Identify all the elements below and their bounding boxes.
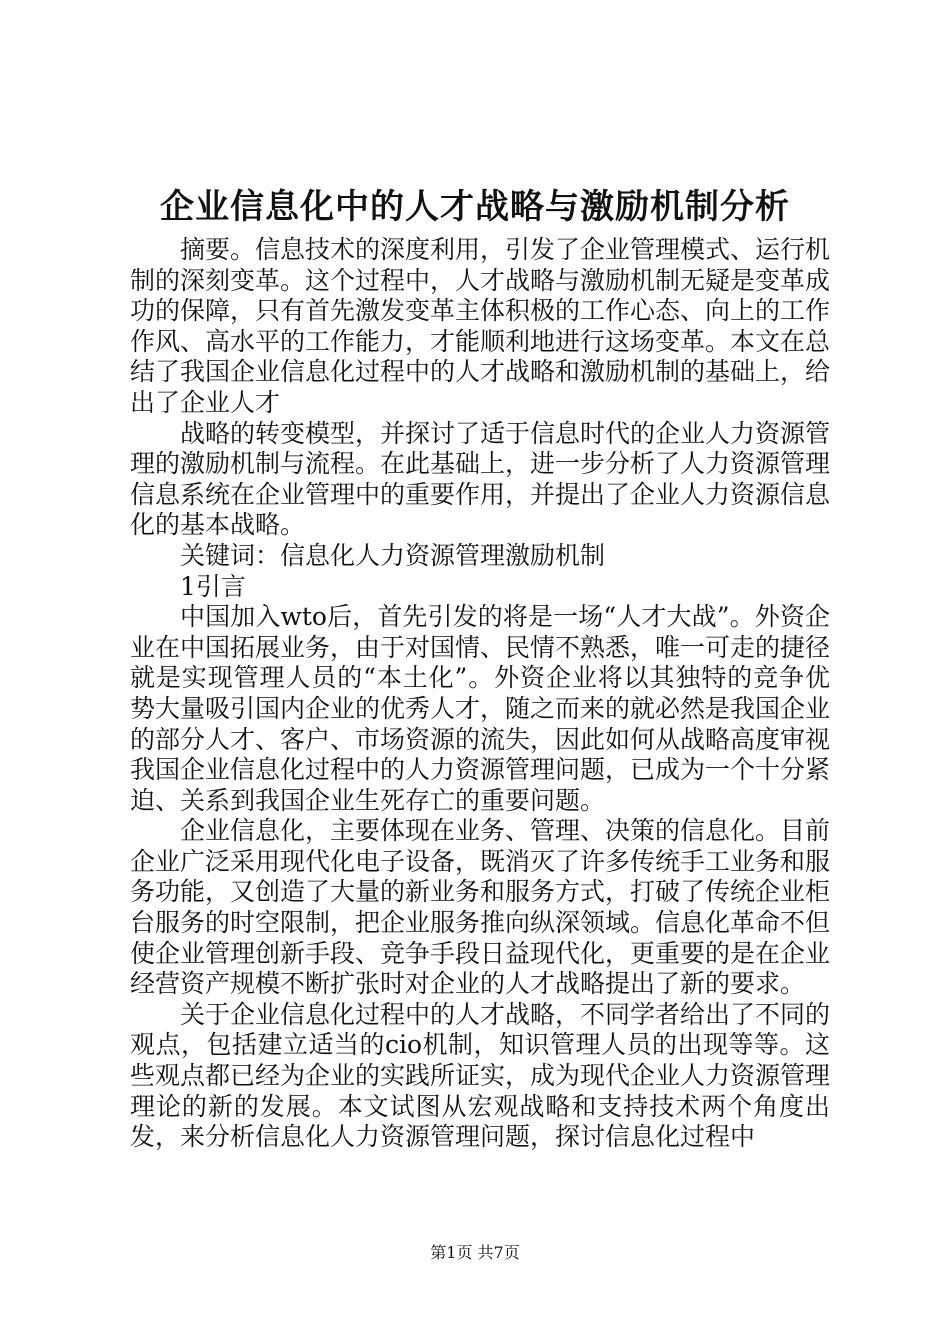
body-paragraph: 中国加入wto后，首先引发的将是一场“人才大战”。外资企业在中国拓展业务，由于对国情、民情不熟悉，唯一可走的捷径就是实现管理人员的“本土化”。外资企业将以其独特的竞争优势大量吸引国内企业的优秀人才，随之而来的就必然是我国企业的部分人才、客户、市场资源的流失，因此如何从战略高度审视我国企业信息化过程中的人力资源管理问题，已成为一个十分紧迫、关系到我国企业生死存亡的重要问题。 bbox=[130, 602, 831, 815]
abstract-continuation-paragraph: 战略的转变模型，并探讨了适于信息时代的企业人力资源管理的激励机制与流程。在此基础上，进一步分析了人力资源管理信息系统在企业管理中的重要作用，并提出了企业人力资源信息化的基本战略。 bbox=[130, 418, 831, 540]
body-paragraph: 关于企业信息化过程中的人才战略，不同学者给出了不同的观点，包括建立适当的cio机制，知识管理人员的出现等等。这些观点都已经为企业的实践所证实，成为现代企业人力资源管理理论的新的发展。本文试图从宏观战略和支持技术两个角度出发，来分析信息化人力资源管理问题，探讨信息化过程中 bbox=[130, 999, 831, 1152]
section-heading-introduction: 1引言 bbox=[180, 571, 246, 601]
keywords-line: 关键词：信息化人力资源管理激励机制 bbox=[180, 540, 606, 570]
body-paragraph: 企业信息化，主要体现在业务、管理、决策的信息化。目前企业广泛采用现代化电子设备，既消灭了许多传统手工业务和服务功能，又创造了大量的新业务和服务方式，打破了传统企业柜台服务的时空限制，把企业服务推向纵深领域。信息化革命不但使企业管理创新手段、竞争手段日益现代化，更重要的是在企业经营资产规模不断扩张时对企业的人才战略提出了新的要求。 bbox=[130, 816, 831, 999]
page-number-footer: 第1页 共7页 bbox=[430, 1243, 520, 1262]
abstract-paragraph: 摘要。信息技术的深度利用，引发了企业管理模式、运行机制的深刻变革。这个过程中，人才战略与激励机制无疑是变革成功的保障，只有首先激发变革主体积极的工作心态、向上的工作作风、高水平的工作能力，才能顺利地进行这场变革。本文在总结了我国企业信息化过程中的人才战略和激励机制的基础上，给出了企业人才 bbox=[130, 235, 831, 417]
document-body bbox=[130, 235, 830, 1153]
document-title: 企业信息化中的人才战略与激励机制分析 bbox=[160, 187, 790, 227]
